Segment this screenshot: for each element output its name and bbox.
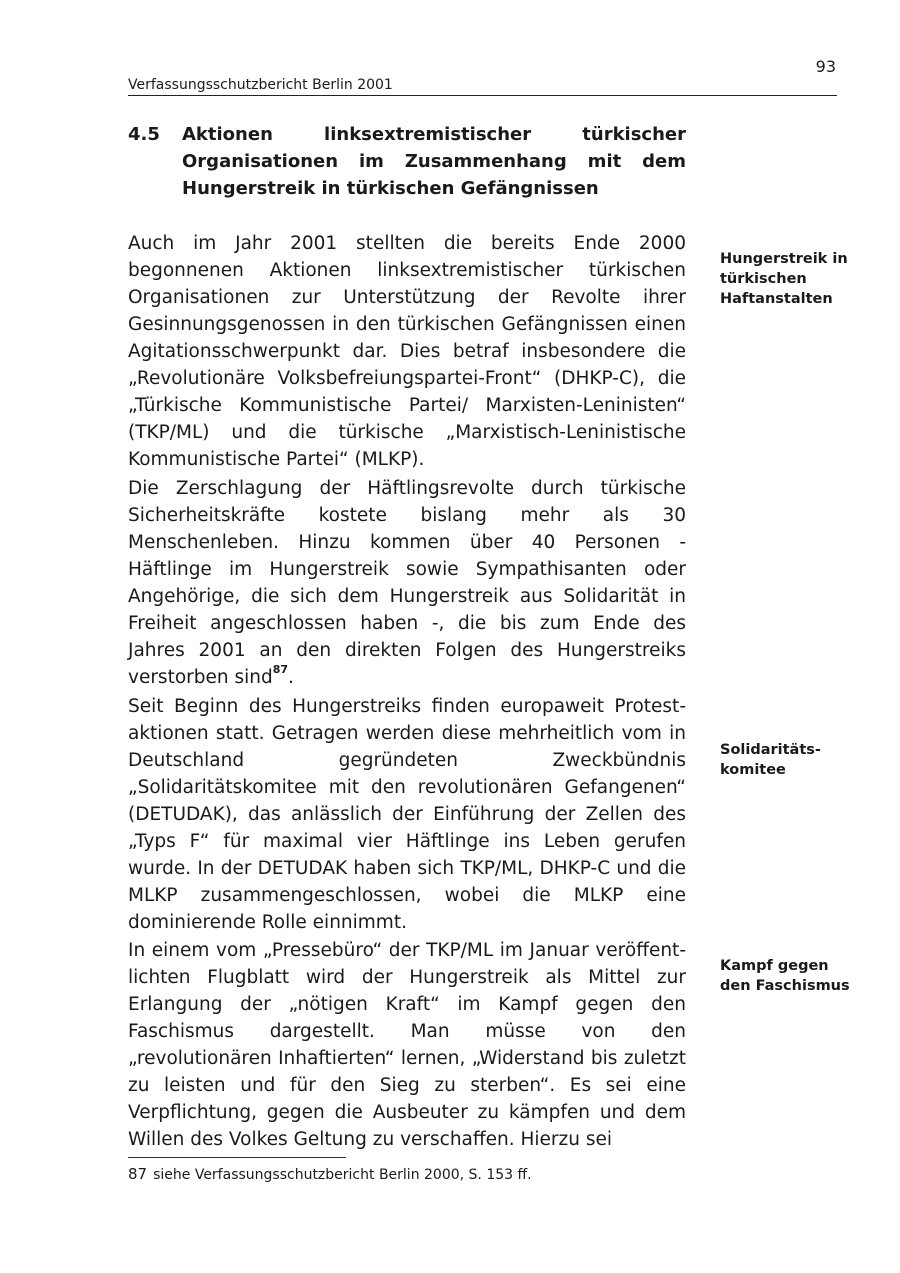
section-number: 4.5: [128, 124, 160, 145]
margin-note-hungerstreik: Hungerstreik in türkischen Haftanstalten: [720, 251, 848, 307]
running-header: Verfassungsschutzbericht Berlin 2001: [128, 77, 393, 93]
footnote-reference[interactable]: 87: [272, 662, 289, 676]
footnote-number: 87: [128, 1165, 148, 1183]
margin-note-faschismus: Kampf gegen den Faschismus: [720, 958, 850, 994]
paragraph-2: [128, 475, 686, 691]
paragraph-2-text: Die Zerschlagung der Häftlingsrevolte durch türkische Sicherheitskräfte kostete bislang mehr als 30 Menschenleben. Hinzu kommen über 40 Personen - Häftlinge im Hungerstreik sowie Sympathisanten oder Angehörige, die sich dem Hungerstreik aus Solidarität in Freiheit angeschlossen haben -, die bis zum Ende des Jahres 2001 an den direkten Folgen des Hungerstreiks verstorben sind: [128, 478, 686, 688]
paragraph-1: Auch im Jahr 2001 stellten die bereits Ende 2000 begonnenen Aktionen linksextremistischer türkischen Organisationen zur Unterstützung der Revolte ihrer Gesinnungsgenossen in den türkischen Gefängnissen einen Agitationsschwerpunkt dar. Dies betraf insbesondere die „Revolutionäre Volksbefreiungspartei-Front“ (DHKP-C), die „Türkische Kommunistische Partei/ Marxisten-Leninisten“ (TKP/ML) und die türkische „Marxistisch-Leninistische Kommunistische Partei“ (MLKP).: [128, 233, 686, 470]
page-number: 93: [815, 57, 836, 76]
header-rule: [128, 95, 837, 96]
footnote-text: siehe Verfassungsschutzbericht Berlin 2000, S. 153 ff.: [153, 1167, 532, 1183]
section-title: Aktionen linksextremistischer türkischer Organisationen im Zusammenhang mit dem Hungerstreik in türkischen Gefängnissen: [182, 124, 686, 199]
footnote: [128, 1165, 532, 1183]
footnote-separator: [128, 1157, 346, 1158]
margin-note-solidaritaetskomitee: Solidaritäts-komitee: [720, 742, 821, 778]
paragraph-2-end: .: [288, 667, 294, 688]
paragraph-3: Seit Beginn des Hungerstreiks finden europaweit Protestaktionen statt. Getragen werden diese mehrheitlich vom in Deutschland gegründeten Zweckbündnis „Solidaritätskomitee mit den revolutionären Gefangenen“ (DETUDAK), das anlässlich der Einführung der Zellen des „Typs F“ für maximal vier Häftlinge ins Leben gerufen wurde. In der DETUDAK haben sich TKP/ML, DHKP-C und die MLKP zusammengeschlossen, wobei die MLKP eine dominierende Rolle einnimmt.: [128, 696, 686, 933]
paragraph-4: In einem vom „Pressebüro“ der TKP/ML im Januar veröffentlichten Flugblatt wird der Hungerstreik als Mittel zur Erlangung der „nötigen Kraft“ im Kampf gegen den Faschismus dargestellt. Man müsse von den „revolutionären Inhaftierten“ lernen, „Widerstand bis zuletzt zu leisten und für den Sieg zu sterben“. Es sei eine Verpflichtung, gegen die Ausbeuter zu kämpfen und dem Willen des Volkes Geltung zu verschaffen. Hierzu sei: [128, 940, 686, 1150]
section-heading: [128, 121, 686, 202]
